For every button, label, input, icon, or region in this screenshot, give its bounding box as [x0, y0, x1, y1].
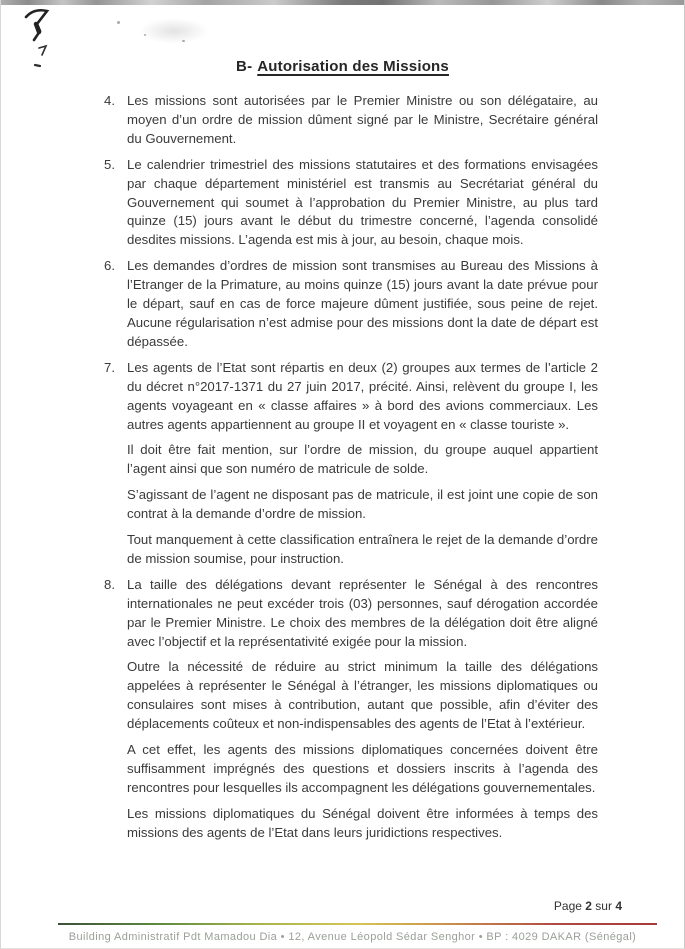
page-word: Page: [553, 899, 582, 913]
page-number: [554, 899, 622, 913]
item-number: 5.: [104, 156, 115, 172]
pencil-smudge-artifact: [139, 18, 209, 44]
item-number: 8.: [104, 576, 115, 592]
paragraph: Outre la nécessité de réduire au strict minimum la taille des délégations appelées à représenter le Sénégal à l’étranger, les missions diplomatiques ou consulaires sont mises à contribution, autant que possible, afin d’éviter des déplacements coûteux et non-indispensables des agents de l’Etat à l’extérieur.: [127, 659, 598, 732]
paragraph: Les demandes d’ordres de mission sont transmises au Bureau des Missions à l’Etranger de la Primature, au moins quinze (15) jours avant la date prévue pour le départ, sauf en cas de force majeure dûment justifiée, sous peine de rejet. Aucune régularisation n’est admise pour des missions dont la date de départ est dépassée.: [127, 258, 598, 349]
item-paragraphs: [127, 257, 598, 359]
paragraph: Il doit être fait mention, sur l’ordre de mission, du groupe auquel appartient l’agent ainsi que son numéro de matricule de solde.: [127, 442, 598, 477]
item-paragraphs: [127, 359, 598, 576]
list-item: [104, 576, 598, 850]
list-item: [104, 257, 598, 359]
paragraph: Les missions sont autorisées par le Premier Ministre ou son délégataire, au moyen d’un ordre de mission dûment signé par le Ministre, Secrétaire général du Gouvernement.: [127, 93, 598, 146]
paragraph: A cet effet, les agents des missions diplomatiques concernées doivent être suffisamment imprégnés des questions et dossiers inscrits à l’agenda des rencontres pour lesquelles ils accompagnent les délégations gouvernementales.: [127, 742, 598, 795]
paragraph: Tout manquement à cette classification entraînera le rejet de la demande d’ordre de mission soumise, pour instruction.: [127, 532, 598, 566]
heading-prefix: B-: [236, 58, 253, 75]
ink-speck: [117, 21, 120, 24]
footer-address: Building Administratif Pdt Mamadou Dia • 12, Avenue Léopold Sédar Senghor • BP : 4029 DAKAR (Sénégal): [68, 931, 637, 943]
page-separator: sur: [595, 899, 612, 913]
item-paragraphs: [127, 576, 598, 850]
page-current: 2: [585, 899, 592, 913]
page-total: 4: [615, 899, 622, 913]
paragraph: Les missions diplomatiques du Sénégal doivent être informées à temps des missions des agents de l’Etat dans leurs juridictions respectives.: [127, 805, 598, 840]
ink-speck: [182, 40, 185, 42]
list-item: [104, 359, 598, 576]
item-paragraphs: [127, 156, 598, 258]
heading-title: Autorisation des Missions: [257, 58, 449, 75]
list-item: [104, 156, 598, 258]
item-paragraphs: [127, 92, 598, 156]
paragraph: S’agissant de l’agent ne disposant pas de matricule, il est joint une copie de son contrat à la demande d’ordre de mission.: [127, 487, 598, 522]
senegal-flag-rule: [58, 923, 657, 925]
paragraph: Les agents de l’Etat sont répartis en deux (2) groupes aux termes de l’article 2 du décret n°2017-1371 du 27 juin 2017, précité. Ainsi, relèvent du groupe I, les agents voyageant en « classe affaires » à bord des avions commerciaux. Les autres agents appartiennent au groupe II et voyagent en « classe touriste ».: [127, 359, 598, 432]
mission-list: [104, 92, 598, 850]
item-number: 4.: [104, 93, 115, 108]
ink-speck: [144, 34, 146, 36]
list-item: [104, 92, 598, 156]
handwritten-pen-mark: [19, 4, 65, 70]
paragraph: Le calendrier trimestriel des missions statutaires et des formations envisagées par chaque département ministériel est transmis au Secrétariat général du Gouvernement qui soumet à l’approbation du Premier Ministre, au plus tard quinze (15) jours avant le début du trimestre concerné, l’agenda consolidé desdites missions. L’agenda est mis à jour, au besoin, chaque mois.: [127, 156, 598, 248]
scan-edge-artifact: [1, 0, 684, 5]
paragraph: La taille des délégations devant représenter le Sénégal à des rencontres internationales ne peut excéder trois (03) personnes, sauf dérogation accordée par le Premier Ministre. Le choix des membres de la délégation doit être aligné avec l’objectif et la représentativité exigée pour la mission.: [127, 576, 598, 649]
item-number: 6.: [104, 258, 115, 274]
section-heading: [1, 0, 684, 75]
item-number: 7.: [104, 359, 115, 375]
